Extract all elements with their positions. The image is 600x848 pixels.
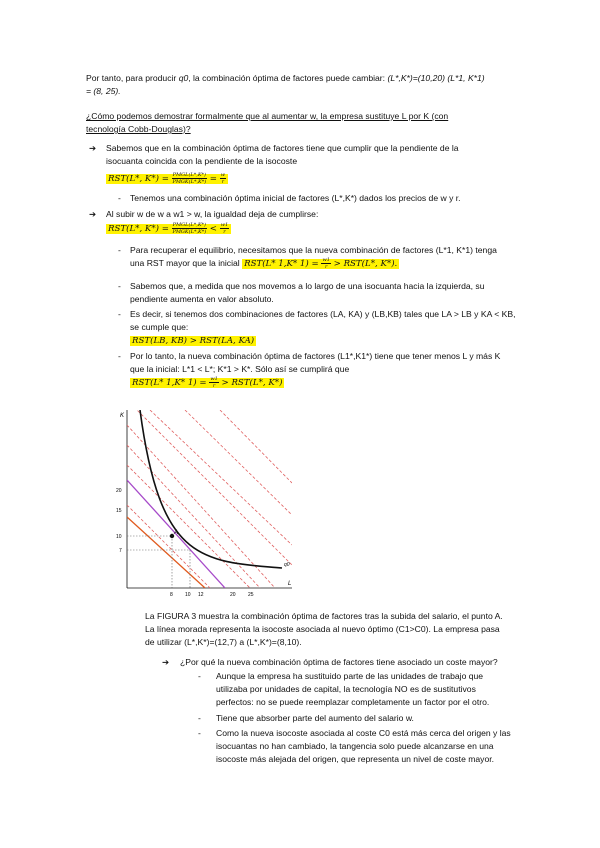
y-tick-20: 20 <box>116 488 122 494</box>
isoquant-label: q0 <box>284 562 290 568</box>
point-a-label: A <box>174 530 179 536</box>
bullet-1: Sabemos que en la combinación óptima de factores tiene que cumplir que la pendiente de la isocuanta coincida con la pendiente de la isocoste <box>106 143 459 166</box>
sub-bullet-1: Tenemos una combinación óptima inicial de factores (L*,K*) dados los precios de w y r. <box>130 193 461 203</box>
arrow-bullet-icon: ➔ <box>89 209 97 219</box>
formula-4: RST(LB, KB) > RST(LA, KA) <box>132 336 255 346</box>
x-tick-25: 25 <box>248 592 254 598</box>
dash-bullet: - <box>198 728 201 738</box>
dash-bullet: - <box>118 193 121 203</box>
x-tick-20: 20 <box>230 592 236 598</box>
bullet-2: Al subir w de w a w1 > w, la igualdad deja de cumplirse: <box>106 209 319 219</box>
answer-2: Tiene que absorber parte del aumento del salario w. <box>216 713 414 723</box>
y-axis-label: K <box>120 413 125 419</box>
question-2: ¿Por qué la nueva combinación óptima de factores tiene asociado un coste mayor? <box>180 657 498 667</box>
sub-bullet-3: Sabemos que, a medida que nos movemos a lo largo de una isocuanta hacia la izquierda, su pendiente aumenta en valor absoluto. <box>130 281 485 304</box>
answer-3: Como la nueva isocoste asociada al coste C0 está más cerca del origen y las isocuantas no han cambiado, la tangencia solo puede alcanzarse en una isocoste más alejada del origen, que representa un nivel de coste mayor. <box>216 728 511 764</box>
answer-1: Aunque la empresa ha sustituido parte de las unidades de trabajo que utilizaba por unidades de capital, la tecnología NO es de sustitutivos perfectos: no se puede reemplazar completamente un factor por el otro. <box>216 671 490 707</box>
dash-bullet: - <box>198 713 201 723</box>
x-tick-12: 12 <box>198 592 204 598</box>
sub-bullet-4: Es decir, si tenemos dos combinaciones de factores (LA, KA) y (LB,KB) tales que LA > LB y KA < KB, se cumple que: <box>130 309 516 332</box>
y-tick-10: 10 <box>116 534 122 540</box>
dash-bullet: - <box>118 351 121 361</box>
y-tick-7: 7 <box>119 548 122 554</box>
sub-bullet-5: Por lo tanto, la nueva combinación óptima de factores (L1*,K1*) tiene que tener menos L y más K que la inicial: L*1 < L*; K*1 > K*. Sólo así se cumplirá que <box>130 351 501 374</box>
arrow-bullet-icon: ➔ <box>89 143 97 153</box>
isoquant-curve <box>140 410 282 568</box>
figure-caption: La FIGURA 3 muestra la combinación óptima de factores tras la subida del salario, el punto A. La línea morada representa la isocoste asociada al nuevo óptimo (C1>C0). La empresa pasa de utilizar (L*,K*)=(12,7) a (L*,K*)=(8,10). <box>145 611 503 647</box>
sub-bullet-2: Para recuperar el equilibrio, necesitamos que la nueva combinación de factores (L*1, K*1) tenga una RST mayor que la inicial RST(L* 1,K* 1) = $\frac{w1}{r}$ > RST(L*, K*). <box>130 245 497 270</box>
x-axis-label: L <box>288 581 292 587</box>
x-tick-10: 10 <box>185 592 191 598</box>
isoquant-figure <box>110 405 295 600</box>
dash-bullet: - <box>118 281 121 291</box>
question-heading: ¿Cómo podemos demostrar formalmente que al aumentar w, la empresa sustituye L por K (con tecnología Cobb-Douglas)? <box>86 111 449 134</box>
formula-5: RST(L* 1,K* 1) = $\frac{w1}{r}$ > RST(L*, K*) <box>132 376 283 389</box>
guide-lines <box>127 511 190 588</box>
formula-2: RST(L*, K*) = $\frac{\text{PMGL(L*,K*)}}{\text{PMGK(L*,K*)}}$ < $\frac{w1}{r}$ <box>106 222 231 236</box>
dash-bullet: - <box>198 671 201 681</box>
arrow-bullet-icon: ➔ <box>162 657 170 667</box>
x-tick-8: 8 <box>170 592 173 598</box>
dash-bullet: - <box>118 309 121 319</box>
intro-paragraph: Por tanto, para producir q0, la combinación óptima de factores puede cambiar: (L*,K*)=(10,20) (L*1, K*1) = (8, 25). <box>86 73 485 96</box>
dash-bullet: - <box>118 245 121 255</box>
isocost-dashed-lines <box>127 405 292 588</box>
y-tick-15: 15 <box>116 508 122 514</box>
formula-1: RST(L*, K*) = $\frac{\text{PMGL(L*,K*)}}{\text{PMGK(L*,K*)}}$ = $\frac{w}{r}$ <box>106 172 228 186</box>
